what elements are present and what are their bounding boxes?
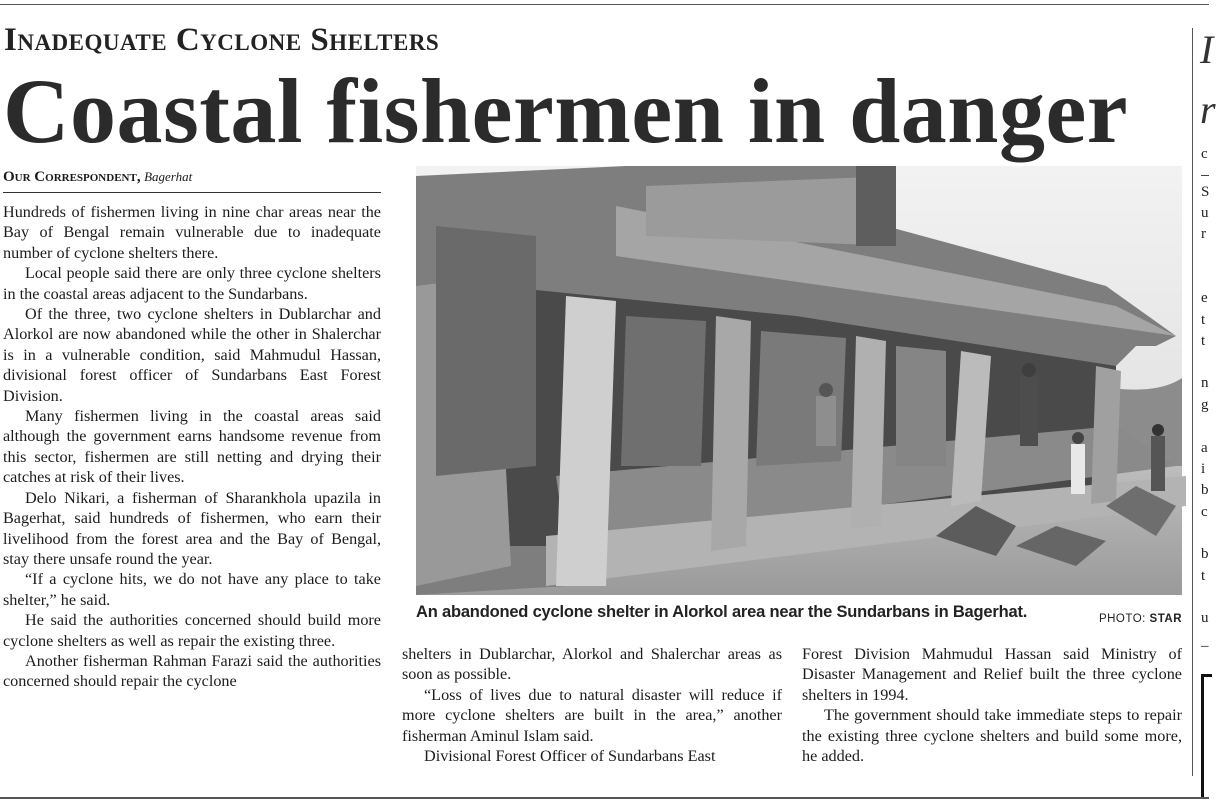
byline-name: Our Correspondent, bbox=[3, 169, 141, 185]
bottom-rule bbox=[0, 797, 1209, 799]
adjacent-text-fragment: c bbox=[1201, 504, 1208, 520]
adjacent-text-fragment: a bbox=[1201, 440, 1208, 456]
paragraph: Local people said there are only three cyclone shelters in the coastal areas adjacent to the Sundarbans. bbox=[3, 264, 381, 303]
adjacent-rule bbox=[1201, 175, 1209, 176]
adjacent-headline-fragment: I bbox=[1200, 27, 1214, 72]
adjacent-text-fragment: g bbox=[1201, 397, 1209, 413]
byline-rule bbox=[3, 192, 381, 193]
byline-place: Bagerhat bbox=[144, 169, 193, 184]
paragraph: Many fishermen living in the coastal areas said although the government earns handsome revenue from this sector, fishermen are still netting and drying their catches at risk of their lives. bbox=[3, 407, 381, 487]
paragraph: Delo Nikari, a fisherman of Sharankhola upazila in Bagerhat, said hundreds of fishermen, who earn their livelihood from the forest area and the Bay of Bengal, stay there unsafe round the year. bbox=[3, 488, 381, 568]
adjacent-text-fragment: t bbox=[1201, 312, 1206, 328]
article-kicker: Inadequate Cyclone Shelters bbox=[4, 22, 440, 58]
paragraph: Forest Division Mahmudul Hassan said Ministry of Disaster Management and Relief built the three cyclone shelters in 1994. bbox=[802, 645, 1182, 704]
adjacent-text-fragment: S bbox=[1201, 184, 1210, 200]
article-column-3 bbox=[802, 644, 1182, 766]
photo-credit-source: STAR bbox=[1149, 613, 1182, 625]
paragraph: Another fisherman Rahman Farazi said the authorities concerned should repair the cyclone bbox=[3, 651, 381, 691]
paragraph: The government should take immediate steps to repair the existing three cyclone shelters and build some more, he added. bbox=[802, 706, 1182, 766]
photo-credit bbox=[1099, 613, 1182, 625]
top-rule bbox=[0, 4, 1209, 5]
photo-credit-label: PHOTO: bbox=[1098, 613, 1146, 625]
paragraph: Of the three, two cyclone shelters in Dublarchar and Alorkol are now abandoned while the other in Shalerchar is in a vulnerable condition, said Mahmudul Hassan, divisional forest officer of Sundarbans East Forest Division. bbox=[3, 305, 381, 405]
adjacent-text-fragment: c bbox=[1201, 146, 1208, 162]
adjacent-text-fragment: r bbox=[1201, 226, 1206, 242]
paragraph: shelters in Dublarchar, Alorkol and Shalerchar areas as soon as possible. bbox=[402, 645, 782, 684]
column-divider bbox=[1192, 28, 1193, 776]
article-column-1 bbox=[3, 202, 381, 692]
caption-text: An abandoned cyclone shelter in Alorkol area near the Sundarbans in Bagerhat. bbox=[416, 603, 1028, 621]
adjacent-text-fragment: u bbox=[1201, 610, 1209, 626]
cyclone-shelter-photo bbox=[416, 166, 1182, 595]
paragraph: He said the authorities concerned should build more cyclone shelters as well as repair the existing three. bbox=[3, 611, 381, 650]
photo-caption bbox=[416, 603, 1182, 625]
paragraph: Divisional Forest Officer of Sundarbans East bbox=[424, 747, 716, 766]
adjacent-text-fragment: n bbox=[1201, 375, 1209, 391]
paragraph: “Loss of lives due to natural disaster will reduce if more cyclone shelters are built in the area,” another fisherman Aminul Islam said. bbox=[402, 685, 782, 745]
article-column-2 bbox=[402, 644, 782, 766]
paragraph: “If a cyclone hits, we do not have any place to take shelter,” he said. bbox=[3, 570, 381, 609]
news-photo bbox=[416, 166, 1182, 595]
adjacent-text-fragment: b bbox=[1201, 482, 1209, 498]
adjacent-box-frame bbox=[1201, 674, 1212, 797]
adjacent-text-fragment: b bbox=[1201, 546, 1209, 562]
adjacent-headline-fragment: r bbox=[1200, 87, 1216, 132]
byline bbox=[3, 169, 381, 186]
adjacent-text-fragment: – bbox=[1201, 638, 1209, 654]
article-headline: Coastal fishermen in danger bbox=[3, 60, 1129, 162]
adjacent-text-fragment: u bbox=[1201, 205, 1209, 221]
paragraph: Hundreds of fishermen living in nine char areas near the Bay of Bengal remain vulnerable due to inadequate number of cyclone shelters there. bbox=[3, 203, 381, 262]
adjacent-text-fragment: t bbox=[1201, 333, 1206, 349]
adjacent-text-fragment: t bbox=[1201, 568, 1206, 584]
adjacent-text-fragment: e bbox=[1201, 290, 1208, 306]
adjacent-text-fragment: i bbox=[1201, 461, 1206, 477]
